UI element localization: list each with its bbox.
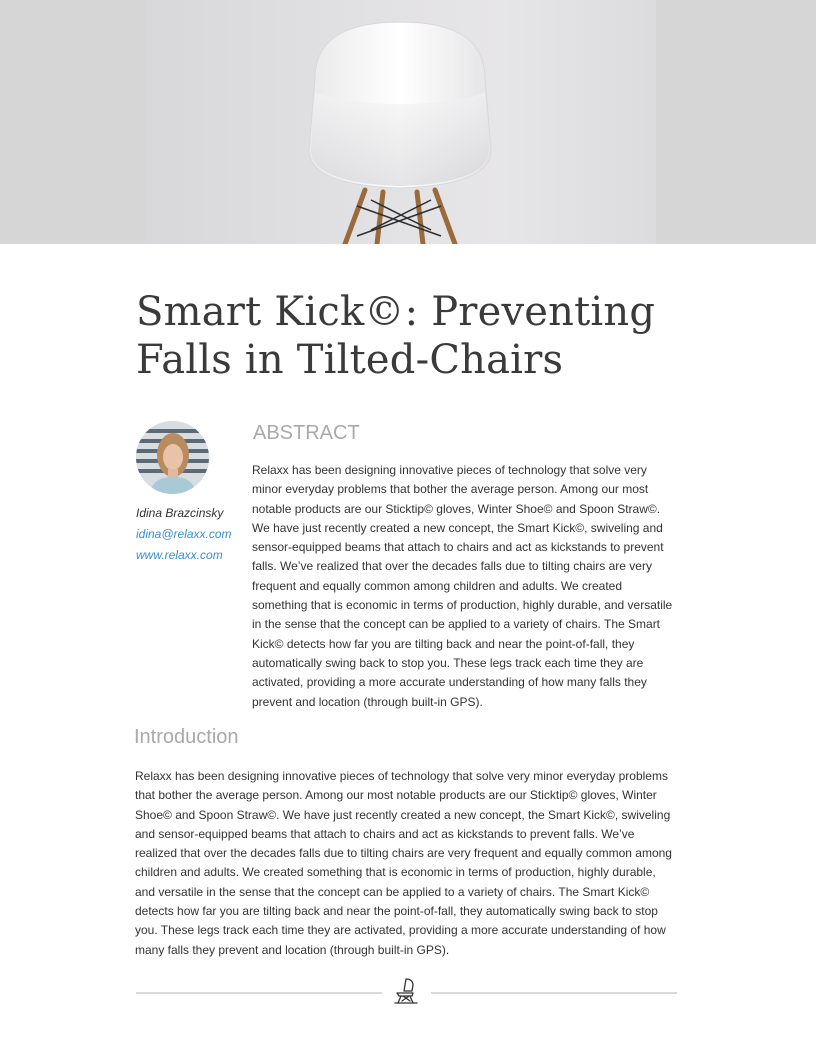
chair-icon [393,977,419,1005]
author-avatar [136,421,209,494]
author-portrait-image [136,421,209,494]
introduction-heading: Introduction [134,726,239,748]
author-name: Idina Brazcinsky [136,506,224,520]
introduction-text: Relaxx has been designing innovative pieces of technology that solve very minor everyday problems that bother the average person. Among our most notable products are our Sticktip© gloves, Winter Shoe© and Spoon Straw©. We have just recently created a new concept, the Smart Kick©, swiveling and sensor-equipped beams that attach to chairs and act as kickstands to prevent falls. We’ve realized that over the decades falls due to tilting chairs are very frequent and equally common among children and adults. We created something that is economic in terms of production, highly durable, and versatile in the sense that the concept can be applied to a variety of chairs. The Smart Kick© detects how far you are tilting back and near the point-of-fall, they automatically swing back to stop you. These legs track each time they are activated, providing a more accurate understanding of how many falls they prevent and location (through built-in GPS). [135,769,672,957]
chair-photo [145,0,656,244]
footer-divider-left [136,992,382,994]
white-chair-illustration [145,0,656,244]
abstract-text: Relaxx has been designing innovative pieces of technology that solve very minor everyday problems that bother the average person. Among our most notable products are our Sticktip© gloves, Winter Shoe© and Spoon Straw©. We have just recently created a new concept, the Smart Kick©, swiveling and sensor-equipped beams that attach to chairs and act as kickstands to prevent falls. We’ve realized that over the decades falls due to tilting chairs are very frequent and equally common among children and adults. We created something that is economic in terms of production, highly durable, and versatile in the sense that the concept can be applied to a variety of chairs. The Smart Kick© detects how far you are tilting back and near the point-of-fall, they automatically swing back to stop you. These legs track each time they are activated, providing a more accurate understanding of how many falls they prevent and location (through built-in GPS). [252,463,673,709]
hero-banner [0,0,816,244]
abstract-heading: ABSTRACT [253,422,360,444]
author-email-link[interactable]: idina@relaxx.com [136,527,232,541]
document-title: Smart Kick©: Preventing Falls in Tilted-Chairs [136,289,656,383]
footer-divider-right [431,992,677,994]
author-website-link[interactable]: www.relaxx.com [136,548,223,562]
